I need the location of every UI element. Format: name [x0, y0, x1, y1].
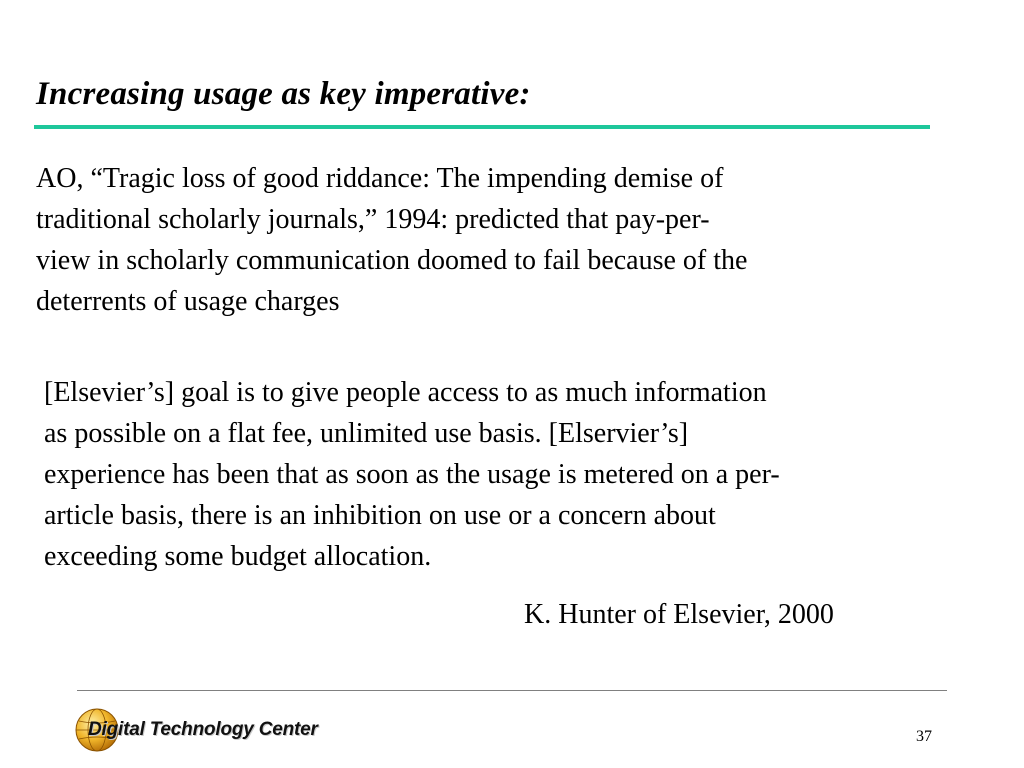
paragraph-odlyzko	[36, 158, 936, 322]
quote-line: exceeding some budget allocation.	[44, 541, 432, 572]
quote-line: article basis, there is an inhibition on use or a concern about	[44, 500, 716, 531]
paragraph-line: AO, “Tragic loss of good riddance: The impending demise of	[36, 163, 724, 194]
quote-attribution: K. Hunter of Elsevier, 2000	[524, 599, 834, 630]
logo-text: Digital Technology Center	[88, 719, 318, 740]
quote-line: as possible on a flat fee, unlimited use basis. [Elservier’s]	[44, 418, 689, 449]
dtc-logo	[74, 707, 334, 753]
slide-title: Increasing usage as key imperative:	[36, 76, 531, 112]
title-underline	[34, 125, 930, 129]
quote-line: experience has been that as soon as the usage is metered on a per-	[44, 459, 780, 490]
page-number: 37	[916, 728, 932, 745]
paragraph-line: deterrents of usage charges	[36, 286, 340, 317]
paragraph-elsevier-quote	[44, 372, 954, 577]
paragraph-line: view in scholarly communication doomed to fail because of the	[36, 245, 748, 276]
quote-line: [Elsevier’s] goal is to give people access to as much information	[44, 377, 767, 408]
paragraph-line: traditional scholarly journals,” 1994: predicted that pay-per-	[36, 204, 710, 235]
footer-divider	[77, 690, 947, 691]
